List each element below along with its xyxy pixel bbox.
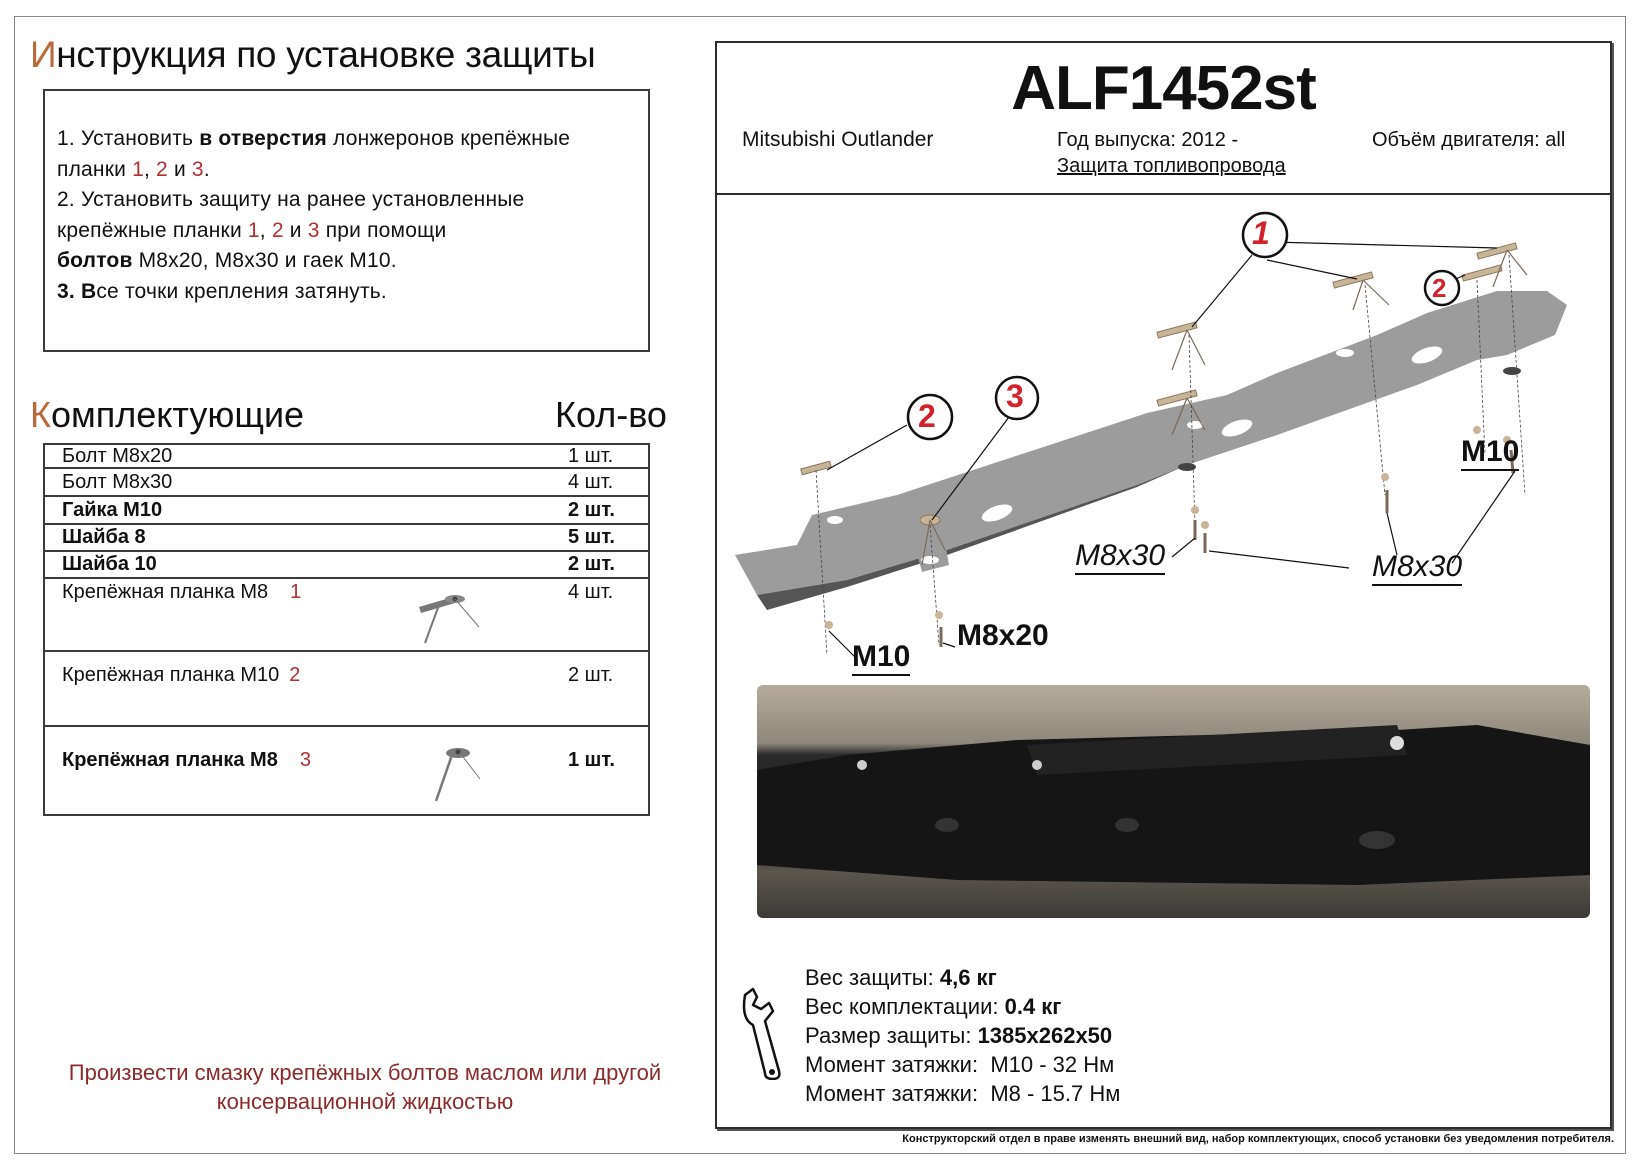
part-ref-3: 3 [191, 157, 204, 181]
kit-row: Гайка М10 2 шт. [43, 497, 650, 525]
part-ref-2: 2 [156, 157, 168, 181]
instruction-line: 1. Установить в отверстия лонжеронов крепёжные [57, 127, 571, 150]
label-m8x30-right: М8х30 [1372, 550, 1462, 586]
label-m10-right: М10 [1461, 435, 1519, 471]
product-code: ALF1452st [1011, 54, 1316, 123]
instruction-line: 3. Все точки крепления затянуть. [57, 279, 387, 303]
spec-size: Размер защиты: 1385x262x50 [805, 1023, 1113, 1048]
kit-row: Болт М8х30 4 шт. [43, 469, 650, 497]
instruction-line: крепёжные планки 1, 2 и 3 при помощи [57, 218, 447, 242]
instruction-line: планки 1, 2 и 3. [57, 157, 210, 181]
product-panel [715, 41, 1612, 1129]
lubrication-note: Произвести смазку крепёжных болтов маслом или другой консервационной жидкостью [68, 1060, 662, 1114]
kit-row: Крепёжная планка М8 1 4 шт. [43, 579, 650, 652]
bracket-m8-small-icon [430, 745, 490, 811]
spec-torque-m10: Момент затяжки: М10 - 32 Нм [805, 1052, 1115, 1077]
page-title [30, 34, 595, 76]
spec-torque-m8: Момент затяжки: М8 - 15.7 Нм [805, 1081, 1121, 1106]
part-number: 3 [299, 749, 311, 771]
spec-weight: Вес защиты: 4,6 кг [805, 965, 997, 990]
production-year: Год выпуска: 2012 - [1057, 129, 1239, 151]
callout-3: 3 [1006, 378, 1024, 414]
product-header [717, 43, 1610, 195]
exploded-diagram [717, 195, 1610, 675]
instruction-line: болтов М8х20, М8х30 и гаек М10. [57, 249, 397, 272]
spec-kit-weight: Вес комплектации: 0.4 кг [805, 994, 1062, 1019]
title-rest: нструкция по установке защиты [56, 34, 596, 75]
part-number: 2 [289, 664, 301, 686]
part-ref-1: 1 [132, 157, 144, 181]
kit-row: Шайба 10 2 шт. [43, 552, 650, 579]
qty-title: Кол-во [555, 394, 667, 435]
instructions-text [57, 124, 647, 307]
instruction-line: 2. Установить защиту на ранее установленные [57, 188, 525, 211]
part-number: 1 [290, 581, 302, 603]
kit-table [43, 443, 650, 816]
wrench-icon [739, 985, 789, 1085]
kit-title: Комплектующие [30, 394, 305, 435]
product-name: Защита топливопровода [1057, 155, 1286, 177]
kit-row: Крепёжная планка М10 2 2 шт. [43, 652, 650, 727]
kit-row: Крепёжная планка М8 3 1 шт. [43, 727, 650, 816]
label-m8x30-left: М8х30 [1075, 539, 1165, 575]
callout-2-left: 2 [918, 398, 936, 434]
engine-volume: Объём двигателя: all [1372, 129, 1566, 151]
vehicle-model: Mitsubishi Outlander [742, 128, 934, 151]
title-first-letter: И [30, 34, 57, 75]
label-m10-left: М10 [852, 640, 910, 676]
bracket-m8-icon [415, 585, 485, 651]
kit-row: Болт М8х20 1 шт. [43, 443, 650, 469]
label-m8x20: M8x20 [957, 619, 1049, 652]
installed-photo [757, 685, 1590, 918]
callout-2-right: 2 [1432, 273, 1447, 303]
specs-list [805, 963, 1120, 1108]
kit-row: Шайба 8 5 шт. [43, 525, 650, 552]
callout-1: 1 [1252, 215, 1270, 251]
disclaimer: Конструкторский отдел в праве изменять внешний вид, набор комплектующих, способ установки без уведомления потребителя. [902, 1133, 1614, 1145]
